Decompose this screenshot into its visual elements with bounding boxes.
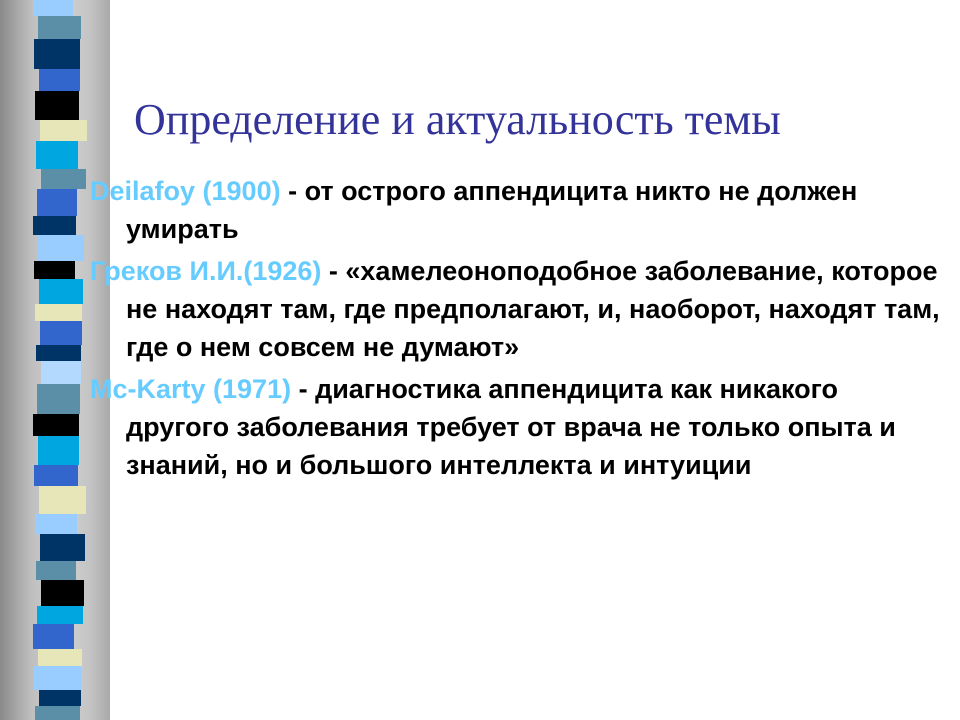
quote-item bbox=[90, 252, 940, 366]
decorative-tile-column bbox=[33, 0, 85, 720]
decorative-tile bbox=[41, 169, 86, 189]
quote-item bbox=[90, 370, 940, 484]
decorative-tile bbox=[33, 414, 79, 436]
decorative-tile bbox=[38, 16, 81, 39]
quote-item bbox=[90, 172, 940, 248]
decorative-tile bbox=[37, 384, 80, 414]
decorative-tile bbox=[37, 189, 77, 216]
quote-text: - диагностика аппендицита как никакого другого заболевания требует от врача не только опыта и знаний, но и большого интеллекта и интуиции bbox=[126, 374, 896, 480]
decorative-tile bbox=[38, 436, 79, 465]
decorative-tile bbox=[40, 534, 85, 561]
decorative-tile bbox=[36, 561, 76, 580]
quote-author: Греков И.И.(1926) bbox=[90, 256, 322, 286]
decorative-tile bbox=[35, 91, 79, 120]
quote-author: Deilafoy (1900) bbox=[90, 176, 281, 206]
decorative-tile bbox=[37, 606, 83, 624]
decorative-tile bbox=[35, 706, 80, 720]
decorative-tile bbox=[39, 69, 80, 91]
decorative-tile bbox=[38, 235, 84, 261]
decorative-tile bbox=[33, 216, 76, 235]
slide-content bbox=[90, 172, 940, 488]
decorative-tile bbox=[39, 690, 81, 706]
decorative-tile bbox=[34, 465, 78, 486]
decorative-tile bbox=[34, 39, 80, 69]
quote-author: Mc-Karty (1971) bbox=[90, 374, 292, 404]
decorative-tile bbox=[36, 141, 78, 169]
decorative-tile bbox=[40, 321, 82, 345]
decorative-tile bbox=[34, 261, 75, 279]
slide-title: Определение и актуальность темы bbox=[134, 95, 781, 144]
decorative-tile bbox=[38, 649, 82, 666]
quote-text: - «хамелеоноподобное заболевание, которое не находят там, где предполагают, и, наоборот, находят там, где о нем совсем не думают» bbox=[126, 256, 940, 362]
decorative-tile bbox=[35, 304, 82, 321]
decorative-tile bbox=[36, 345, 81, 361]
decorative-tile bbox=[34, 666, 81, 690]
decorative-tile bbox=[33, 624, 74, 649]
decorative-tile bbox=[41, 580, 84, 606]
decorative-tile bbox=[41, 361, 81, 384]
decorative-tile bbox=[39, 279, 83, 304]
quote-text: - от острого аппендицита никто не должен умирать bbox=[126, 176, 858, 244]
decorative-tile bbox=[39, 486, 86, 514]
decorative-tile bbox=[35, 514, 77, 534]
decorative-tile bbox=[40, 120, 87, 141]
decorative-tile bbox=[33, 0, 73, 16]
